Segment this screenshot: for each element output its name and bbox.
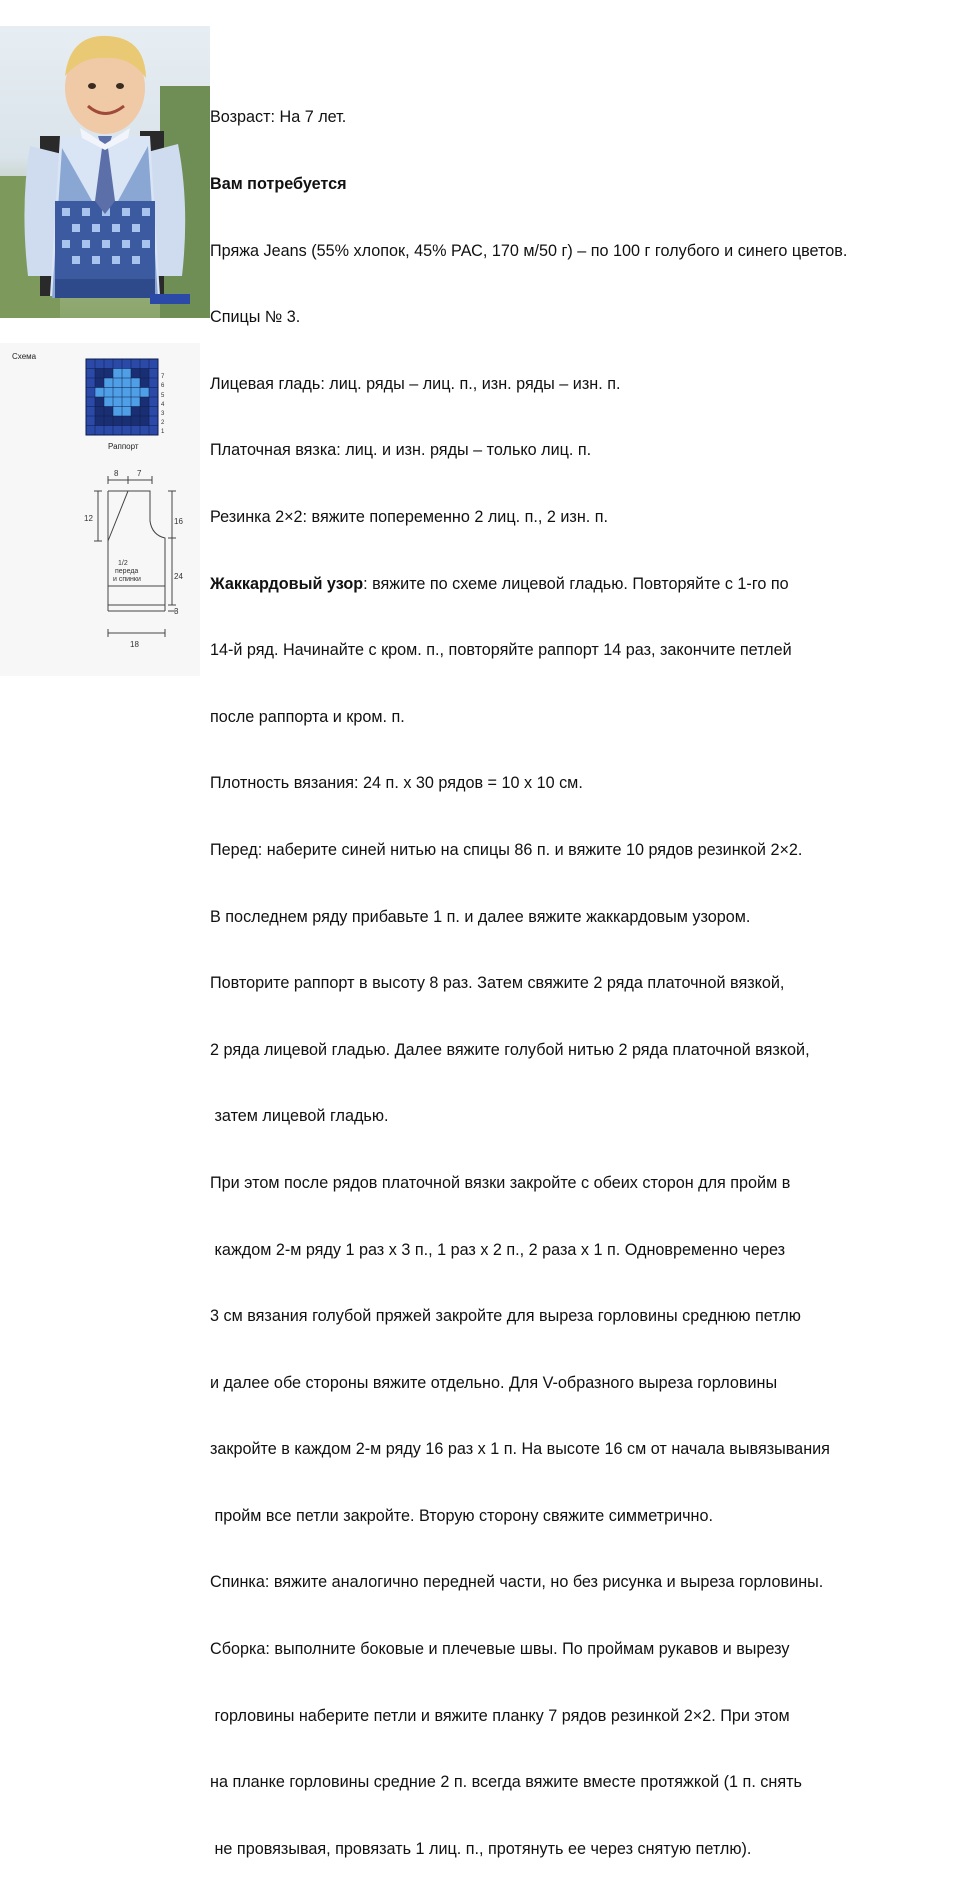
chart-cell xyxy=(95,426,104,436)
chart-cell xyxy=(140,359,149,369)
yarn-line: Пряжа Jeans (55% хлопок, 45% РАС, 170 м/50 г) – по 100 г голубого и синего цветов. xyxy=(210,241,848,260)
chart-cell xyxy=(122,416,131,426)
dim-bottom: 18 xyxy=(130,640,139,649)
chart-cell xyxy=(104,426,113,436)
chart-cell xyxy=(113,426,122,436)
dim-left: 12 xyxy=(84,514,93,523)
chart-cell xyxy=(95,397,104,407)
text-line: 2 ряда лицевой гладью. Далее вяжите голубой нитью 2 ряда платочной вязкой, xyxy=(210,1040,810,1059)
chart-cell xyxy=(149,397,158,407)
row-number: 2 xyxy=(161,420,165,426)
jacquard-chart xyxy=(86,359,158,435)
instructions-text xyxy=(210,62,958,1882)
dim-right-mid: 24 xyxy=(174,572,183,581)
assembly-line: Сборка: выполните боковые и плечевые швы. По проймам рукавов и вырезу xyxy=(210,1640,790,1659)
chart-cell xyxy=(104,378,113,388)
chart-cell xyxy=(104,388,113,398)
row-number: 5 xyxy=(161,393,165,399)
chart-cell xyxy=(113,378,122,388)
chart-cell xyxy=(86,359,95,369)
boy-illustration xyxy=(0,26,210,318)
stockinette-line: Лицевая гладь: лиц. ряды – лиц. п., изн. ряды – изн. п. xyxy=(210,374,621,393)
rapport-label: Раппорт xyxy=(108,442,139,451)
chart-cell xyxy=(131,369,140,379)
pattern-diagram xyxy=(0,343,200,676)
text-line: каждом 2-м ряду 1 раз х 3 п., 1 раз х 2 п., 2 раза х 1 п. Одновременно через xyxy=(210,1240,786,1259)
text-line: В последнем ряду прибавьте 1 п. и далее вяжите жаккардовым узором. xyxy=(210,907,751,926)
text-line: пройм все петли закройте. Вторую сторону свяжите симметрично. xyxy=(210,1506,713,1525)
needles-line: Спицы № 3. xyxy=(210,308,301,327)
chart-cell xyxy=(140,388,149,398)
gauge-line: Плотность вязания: 24 п. х 30 рядов = 10 х 10 см. xyxy=(210,774,583,793)
chart-cell xyxy=(113,388,122,398)
chart-cell xyxy=(122,359,131,369)
chart-cell xyxy=(149,369,158,379)
row-number: 1 xyxy=(161,429,165,435)
chart-cell xyxy=(113,359,122,369)
chart-cell xyxy=(113,369,122,379)
row-number: 7 xyxy=(161,374,165,380)
text-line: закройте в каждом 2-м ряду 16 раз х 1 п. На высоте 16 см от начала вывязывания xyxy=(210,1440,830,1459)
piece-label-2: переда xyxy=(115,568,139,575)
jacquard-line xyxy=(210,573,958,595)
chart-cell xyxy=(113,407,122,417)
chart-cell xyxy=(86,416,95,426)
chart-cell xyxy=(104,397,113,407)
vest-piece-outline xyxy=(94,476,176,637)
chart-cell xyxy=(140,426,149,436)
text-line: При этом после рядов платочной вязки закройте с обеих сторон для пройм в xyxy=(210,1173,791,1192)
diagram-drawing xyxy=(0,343,200,676)
chart-cell xyxy=(140,378,149,388)
chart-cell xyxy=(122,407,131,417)
row-number: 6 xyxy=(161,383,165,389)
garter-line: Платочная вязка: лиц. и изн. ряды – только лиц. п. xyxy=(210,441,592,460)
piece-label-3: и спинки xyxy=(113,576,141,583)
text-line: горловины наберите петли и вяжите планку 7 рядов резинкой 2×2. При этом xyxy=(210,1706,790,1725)
row-number: 4 xyxy=(161,402,165,408)
chart-cell xyxy=(149,416,158,426)
dim-top-left: 8 xyxy=(114,469,119,478)
chart-cell xyxy=(131,426,140,436)
chart-cell xyxy=(140,369,149,379)
chart-cell xyxy=(86,407,95,417)
text-line: 14-й ряд. Начинайте с кром. п., повторяйте раппорт 14 раз, закончите петлей xyxy=(210,641,792,660)
age-line: Возраст: На 7 лет. xyxy=(210,108,347,127)
materials-heading: Вам потребуется xyxy=(210,175,347,193)
row-number: 3 xyxy=(161,411,165,417)
chart-cell xyxy=(104,416,113,426)
chart-cell xyxy=(86,369,95,379)
chart-cell xyxy=(95,378,104,388)
chart-cell xyxy=(149,426,158,436)
chart-cell xyxy=(140,407,149,417)
chart-cell xyxy=(122,426,131,436)
text-line: 3 см вязания голубой пряжей закройте для выреза горловины среднюю петлю xyxy=(210,1307,801,1326)
text-line: после раппорта и кром. п. xyxy=(210,707,405,726)
row-number-labels xyxy=(161,374,165,435)
jacquard-text: : вяжите по схеме лицевой гладью. Повторяйте с 1-го по xyxy=(363,574,789,593)
back-line: Спинка: вяжите аналогично передней части, но без рисунка и выреза горловины. xyxy=(210,1573,824,1592)
chart-cell xyxy=(122,388,131,398)
text-line: и далее обе стороны вяжите отдельно. Для V-образного выреза горловины xyxy=(210,1373,778,1392)
piece-label-1: 1/2 xyxy=(118,560,128,567)
chart-cell xyxy=(86,378,95,388)
chart-cell xyxy=(149,407,158,417)
chart-cell xyxy=(86,388,95,398)
chart-cell xyxy=(86,397,95,407)
chart-cell xyxy=(140,397,149,407)
boy-photo xyxy=(0,26,210,318)
chart-cell xyxy=(149,378,158,388)
dimension-labels xyxy=(84,469,183,649)
chart-cell xyxy=(149,388,158,398)
chart-cell xyxy=(95,369,104,379)
chart-cell xyxy=(131,397,140,407)
chart-cell xyxy=(149,359,158,369)
chart-cell xyxy=(86,426,95,436)
chart-cell xyxy=(104,359,113,369)
chart-cell xyxy=(113,416,122,426)
chart-cell xyxy=(122,397,131,407)
front-line: Перед: наберите синей нитью на спицы 86 п. и вяжите 10 рядов резинкой 2×2. xyxy=(210,840,803,859)
chart-cell xyxy=(95,416,104,426)
dim-right-top: 16 xyxy=(174,517,183,526)
dim-right-bottom: 3 xyxy=(174,607,179,616)
chart-cell xyxy=(113,397,122,407)
chart-cell xyxy=(104,407,113,417)
text-line: затем лицевой гладью. xyxy=(210,1107,389,1126)
chart-cell xyxy=(131,407,140,417)
ribbing-line: Резинка 2×2: вяжите попеременно 2 лиц. п., 2 изн. п. xyxy=(210,507,609,526)
chart-cell xyxy=(95,388,104,398)
chart-cell xyxy=(140,416,149,426)
text-line: Повторите раппорт в высоту 8 раз. Затем свяжите 2 ряда платочной вязкой, xyxy=(210,974,785,993)
chart-cell xyxy=(95,359,104,369)
chart-cell xyxy=(95,407,104,417)
chart-cell xyxy=(131,388,140,398)
chart-cell xyxy=(122,378,131,388)
chart-cell xyxy=(131,359,140,369)
jacquard-heading: Жаккардовый узор xyxy=(210,574,364,593)
schema-label: Схема xyxy=(12,352,37,361)
text-line: на планке горловины средние 2 п. всегда вяжите вместе протяжкой (1 п. снять xyxy=(210,1773,802,1792)
chart-cell xyxy=(131,416,140,426)
chart-cell xyxy=(122,369,131,379)
text-line: не провязывая, провязать 1 лиц. п., протянуть ее через снятую петлю). xyxy=(210,1839,752,1858)
chart-cell xyxy=(104,369,113,379)
chart-cell xyxy=(131,378,140,388)
dim-top-right: 7 xyxy=(137,469,142,478)
